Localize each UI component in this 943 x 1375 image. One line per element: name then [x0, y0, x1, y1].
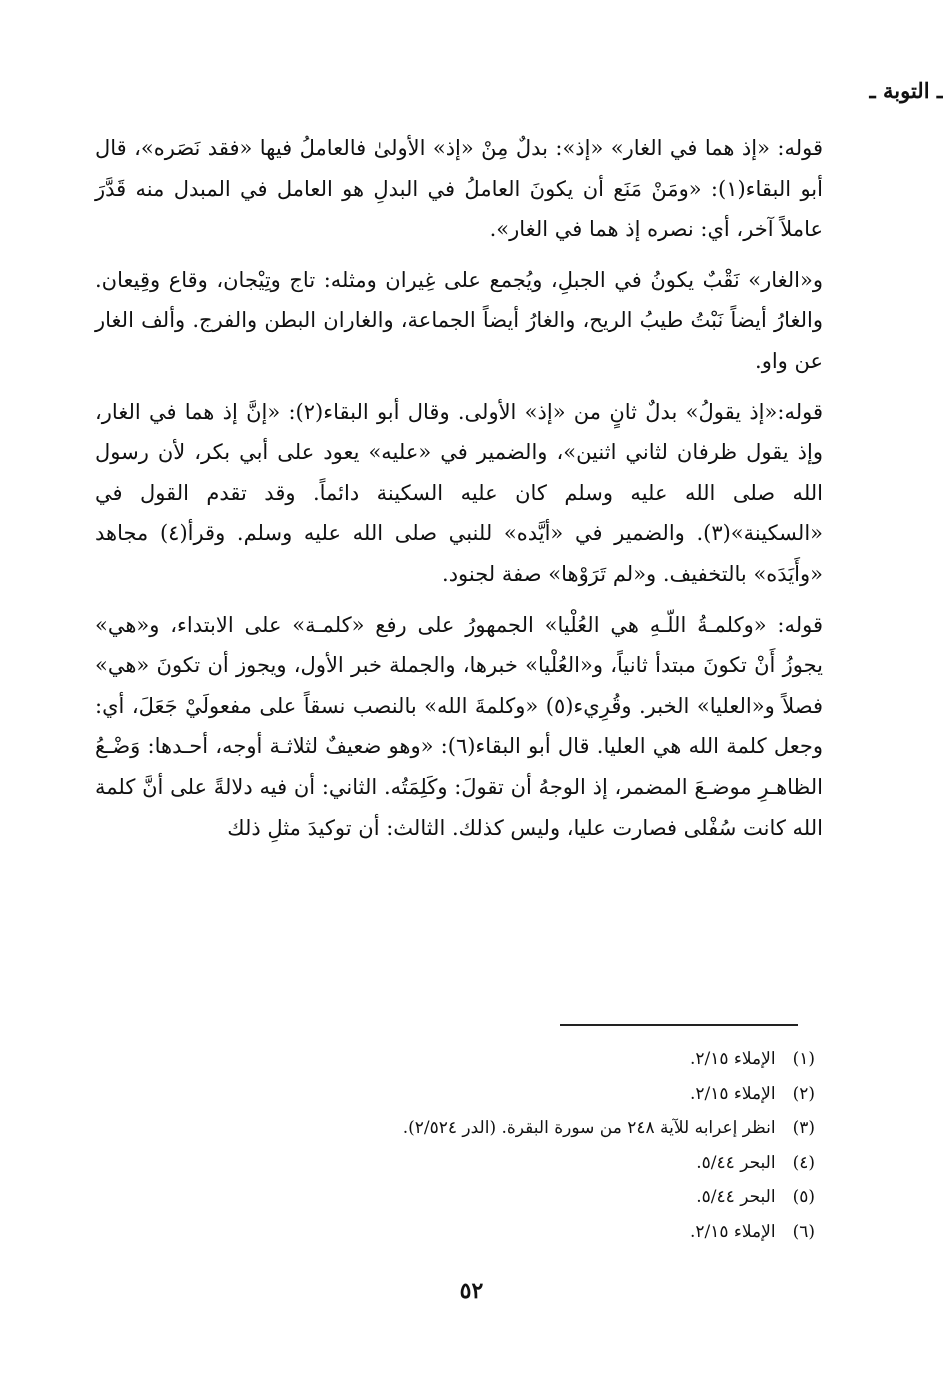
paragraph: قوله:«إذ يقولُ» بدلٌ ثانٍ من «إذ» الأولى. وقال أبو البقاء(٢): «إنَّ إذ هما في الغار، وإذ يقول ظرفان لثاني اثنين»، والضمير في «عليه» يعود على أبي بكر، لأن رسول الله صلى الله عليه وسلم كان عليه السكينة دائماً. وقد تقدم القول في «السكينة»(٣). والضمير في «أيَّده» للنبي صلى الله عليه وسلم. وقرأ(٤) مجاهد «وأَيَدَه» بالتخفيف. و«لم تَرَوْها» صفة لجنود. [95, 399, 823, 586]
footnote-divider [560, 1024, 798, 1026]
footnotes [115, 1042, 815, 1249]
page-number: ٥٢ [459, 1278, 484, 1304]
paragraph: قوله: «وكلمـةُ اللّـهِ هي العُلْيا» الجمهورُ على رفع «كلمـة» على الابتداء، و«هي» يجوزُ أَنْ تكونَ مبتدأ ثانياً، و«العُلْيا» خبرها، والجملة خبر الأول، ويجوز أن تكونَ «هي» فصلاً و«العليا» الخبر. وقُرِيء(٥) «وكلمةَ الله» بالنصب نسقاً على مفعولَيْ جَعَلَ، أي: وجعل كلمة الله هي العليا. قال أبو البقاء(٦): «وهو ضعيفٌ لثلاثـة أوجه، أحـدها: وَضْـعُ الظاهـرِ موضـعَ المضمر، إذ الوجهُ أن تقولَ: وكَلِمَتُه. الثاني: أن فيه دلالةً على أنَّ كلمة الله كانت سُفْلى فصارت عليا، وليس كذلك. الثالث: أن توكيدَ مثلِ ذلك [95, 612, 823, 840]
footnote-text: البحر ٥/٤٤. [696, 1152, 776, 1173]
running-header: ـ التوبة ـ [869, 78, 943, 103]
footnote-number: (٢) [792, 1083, 815, 1104]
footnote-number: (٤) [792, 1152, 815, 1173]
footnote-number: (٦) [792, 1221, 815, 1242]
footnote-number: (١) [792, 1049, 815, 1069]
footnote [115, 1111, 815, 1146]
footnote-text: الإملاء ٢/١٥. [689, 1083, 776, 1104]
footnote [115, 1042, 815, 1077]
paragraph: قوله: «إذ هما في الغار» «إذ»: بدلٌ مِنْ «إذ» الأولىٰ فالعاملُ فيها «فقد نَصَره»، قال أبو البقاء(١): «ومَنْ مَنَع أن يكونَ العاملُ في البدلِ هو العامل في المبدل منه قَدَّرَ عاملاً آخر، أي: نصره إذ هما في الغار». [95, 136, 823, 242]
main-text [95, 128, 823, 858]
footnote [115, 1215, 815, 1250]
footnote-number: (٣) [792, 1118, 815, 1138]
footnote [115, 1146, 815, 1181]
footnote-text: الإملاء ٢/١٥. [689, 1049, 776, 1069]
footnote [115, 1180, 815, 1215]
footnote [115, 1077, 815, 1112]
footnote-text: البحر ٥/٤٤. [696, 1187, 776, 1207]
footnote-text: الإملاء ٢/١٥. [689, 1221, 776, 1242]
footnote-text: انظر إعرابه للآية ٢٤٨ من سورة البقرة. (الدر ٢/٥٢٤). [402, 1118, 776, 1138]
footnote-number: (٥) [792, 1187, 815, 1207]
paragraph: و«الغار» نَقْبٌ يكونُ في الجبلِ، ويُجمع على غِيران ومثله: تاج وتِيْجان، وقاع وقِيعان. والغارُ أيضاً نَبْتُ طيبُ الريح، والغارُ أيضاً الجماعة، والغاران البطن والفرج. وألف الغار عن واو. [95, 267, 823, 373]
